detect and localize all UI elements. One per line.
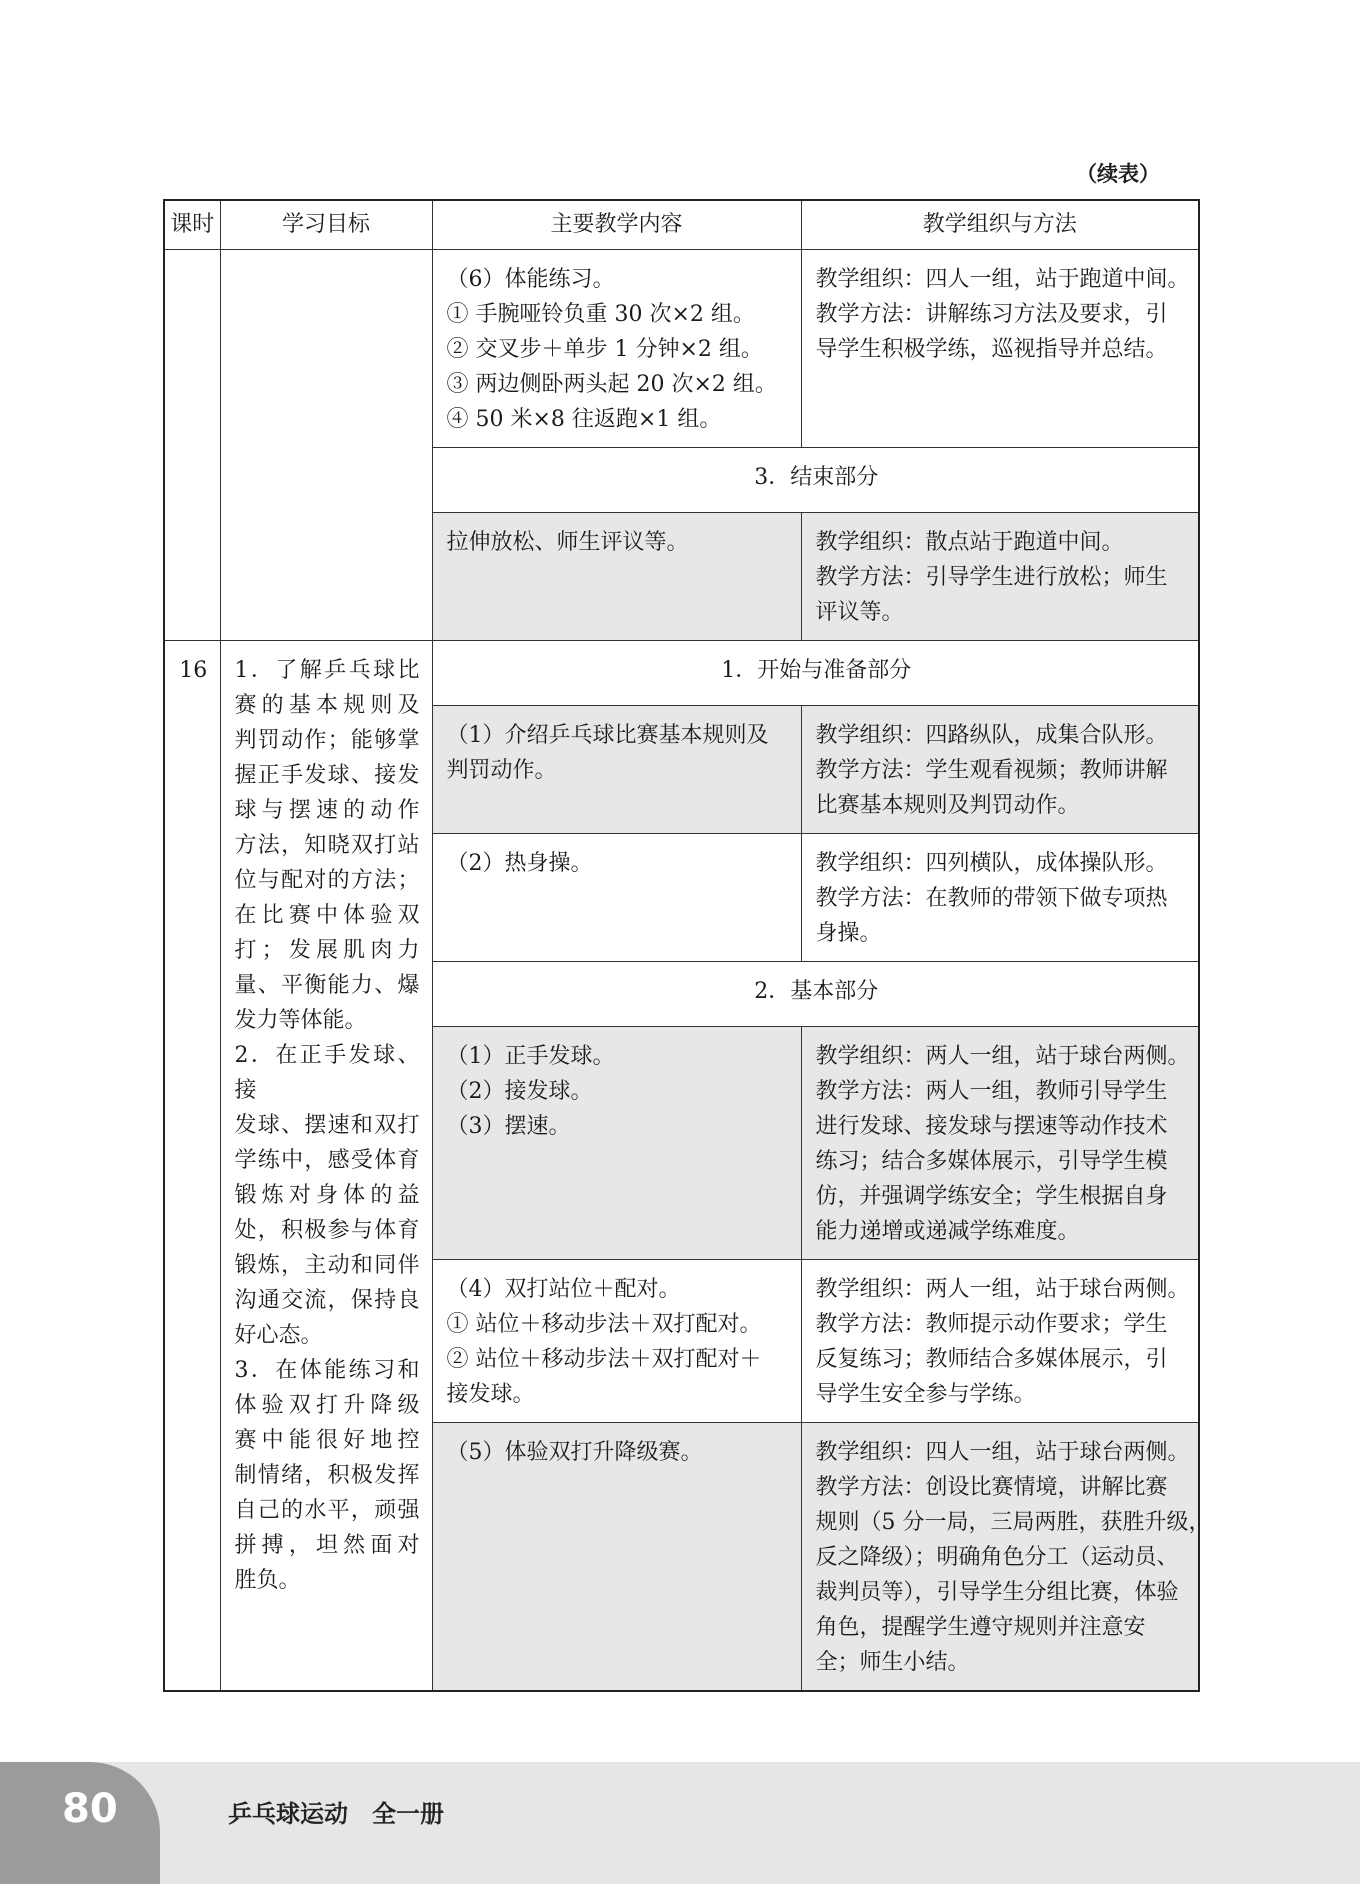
content-line: ① 手腕哑铃负重 30 次×2 组。 (446, 302, 755, 327)
section-heading-start: 1．开始与准备部分 (432, 641, 1199, 706)
method-line: 教学组织：两人一组，站于球台两侧。 (815, 1044, 1190, 1069)
goal-line: 球与摆速的动作 (234, 798, 420, 823)
section-heading-end: 3．结束部分 (432, 448, 1199, 513)
goal-line: 发力等体能。 (234, 1008, 367, 1033)
page-number-tab (0, 1762, 160, 1884)
learning-goals (220, 641, 432, 1692)
method-line: 全；师生小结。 (815, 1650, 970, 1675)
continued-label: （续表） (1076, 162, 1160, 186)
content-line: （2）接发球。 (446, 1079, 593, 1104)
method-line: 角色，提醒学生遵守规则并注意安 (815, 1615, 1146, 1640)
method-line: 仿，并强调学练安全；学生根据自身 (815, 1184, 1168, 1209)
method-line: 反之降级）；明确角色分工（运动员、 (815, 1545, 1179, 1570)
header-lesson: 课时 (164, 200, 220, 250)
goal-line: 发球、摆速和双打 (234, 1113, 420, 1138)
method-line: 导学生安全参与学练。 (815, 1382, 1036, 1407)
lesson-plan-table (163, 199, 1211, 1692)
goal-line: 拼搏，坦然面对 (234, 1533, 420, 1558)
goal-line: 学练中，感受体育 (234, 1148, 420, 1173)
content-line: （4）双打站位＋配对。 (446, 1277, 681, 1302)
goals-cell-empty (220, 250, 432, 641)
content-cell (432, 513, 801, 641)
method-line: 身操。 (815, 921, 882, 946)
method-line: 教学组织：四人一组，站于球台两侧。 (815, 1440, 1190, 1465)
goal-line: 赛中能很好地控 (234, 1428, 420, 1453)
goal-line: 好心态。 (234, 1323, 323, 1348)
method-line: 进行发球、接发球与摆速等动作技术 (815, 1114, 1168, 1139)
goal-line: 打；发展肌肉力 (234, 938, 420, 963)
content-line: （6）体能练习。 (446, 267, 615, 292)
content-line: 拉伸放松、师生评议等。 (446, 530, 689, 555)
lesson-number: 16 (164, 641, 220, 1692)
goal-line: 1．了解乒乓球比 (234, 658, 420, 683)
section-heading-basic: 2．基本部分 (432, 962, 1199, 1027)
goal-line: 沟通交流，保持良 (234, 1288, 420, 1313)
goal-line: 胜负。 (234, 1568, 301, 1593)
table-header-row (164, 200, 1199, 250)
method-cell (801, 834, 1199, 962)
method-line: 裁判员等），引导学生分组比赛，体验 (815, 1580, 1179, 1605)
content-cell (432, 250, 801, 448)
page-footer (0, 1762, 1360, 1884)
method-line: 教学方法：学生观看视频；教师讲解 (815, 758, 1168, 783)
content-line: 接发球。 (446, 1382, 535, 1407)
method-line: 评议等。 (815, 600, 904, 625)
goal-line: 握正手发球、接发 (234, 763, 420, 788)
method-cell (801, 250, 1199, 448)
content-cell (432, 1423, 801, 1692)
method-line: 练习；结合多媒体展示，引导学生模 (815, 1149, 1168, 1174)
goal-line: 方法，知晓双打站 (234, 833, 420, 858)
header-content: 主要教学内容 (432, 200, 801, 250)
method-line: 教学组织：四列横队，成体操队形。 (815, 851, 1168, 876)
method-line: 导学生积极学练，巡视指导并总结。 (815, 337, 1168, 362)
lesson-cell-empty (164, 250, 220, 641)
header-goals: 学习目标 (220, 200, 432, 250)
content-line: ② 站位＋移动步法＋双打配对＋ (446, 1347, 762, 1372)
goal-line: 赛的基本规则及 (234, 693, 420, 718)
goal-line: 量、平衡能力、爆 (234, 973, 420, 998)
content-cell (432, 1027, 801, 1260)
content-line: （2）热身操。 (446, 851, 593, 876)
goal-line: 自己的水平，顽强 (234, 1498, 420, 1523)
content-cell (432, 1260, 801, 1423)
goal-line: 2．在正手发球、接 (234, 1043, 420, 1103)
method-line: 教学方法：创设比赛情境，讲解比赛 (815, 1475, 1168, 1500)
content-line: （5）体验双打升降级赛。 (446, 1440, 703, 1465)
goal-line: 在比赛中体验双 (234, 903, 420, 928)
method-line: 教学组织：四人一组，站于跑道中间。 (815, 267, 1190, 292)
content-line: （3）摆速。 (446, 1114, 571, 1139)
section-row (164, 641, 1199, 706)
method-cell (801, 1027, 1199, 1260)
goal-line: 位与配对的方法； (234, 868, 420, 893)
content-line: （1）介绍乒乓球比赛基本规则及 (446, 723, 769, 748)
method-cell (801, 1423, 1211, 1692)
method-cell (801, 513, 1199, 641)
goal-line: 3．在体能练习和 (234, 1358, 420, 1383)
content-line: ④ 50 米×8 往返跑×1 组。 (446, 407, 722, 432)
goal-line: 制情绪，积极发挥 (234, 1463, 420, 1488)
goal-line: 处，积极参与体育 (234, 1218, 420, 1243)
method-line: 教学方法：在教师的带领下做专项热 (815, 886, 1168, 911)
content-line: ① 站位＋移动步法＋双打配对。 (446, 1312, 762, 1337)
method-line: 反复练习；教师结合多媒体展示，引 (815, 1347, 1168, 1372)
method-cell (801, 1260, 1199, 1423)
content-line: ② 交叉步＋单步 1 分钟×2 组。 (446, 337, 763, 362)
method-line: 比赛基本规则及判罚动作。 (815, 793, 1080, 818)
method-line: 教学组织：四路纵队，成集合队形。 (815, 723, 1168, 748)
method-line: 教学方法：教师提示动作要求；学生 (815, 1312, 1168, 1337)
table-row (164, 250, 1199, 448)
method-line: 教学组织：散点站于跑道中间。 (815, 530, 1124, 555)
content-cell (432, 834, 801, 962)
goal-line: 锻炼，主动和同伴 (234, 1253, 420, 1278)
book-title: 乒乓球运动 全一册 (228, 1800, 444, 1828)
content-line: ③ 两边侧卧两头起 20 次×2 组。 (446, 372, 777, 397)
method-line: 教学方法：引导学生进行放松；师生 (815, 565, 1168, 590)
method-line: 教学方法：两人一组，教师引导学生 (815, 1079, 1168, 1104)
goal-line: 锻炼对身体的益 (234, 1183, 420, 1208)
goal-line: 判罚动作；能够掌 (234, 728, 420, 753)
method-line: 教学组织：两人一组，站于球台两侧。 (815, 1277, 1190, 1302)
header-method: 教学组织与方法 (801, 200, 1199, 250)
method-line: 规则（5 分一局，三局两胜，获胜升级， (815, 1510, 1211, 1535)
method-line: 能力递增或递减学练难度。 (815, 1219, 1080, 1244)
goal-line: 体验双打升降级 (234, 1393, 420, 1418)
method-line: 教学方法：讲解练习方法及要求，引 (815, 302, 1168, 327)
page-number: 80 (62, 1786, 118, 1832)
content-cell (432, 706, 801, 834)
content-line: 判罚动作。 (446, 758, 557, 783)
method-cell (801, 706, 1199, 834)
content-line: （1）正手发球。 (446, 1044, 615, 1069)
